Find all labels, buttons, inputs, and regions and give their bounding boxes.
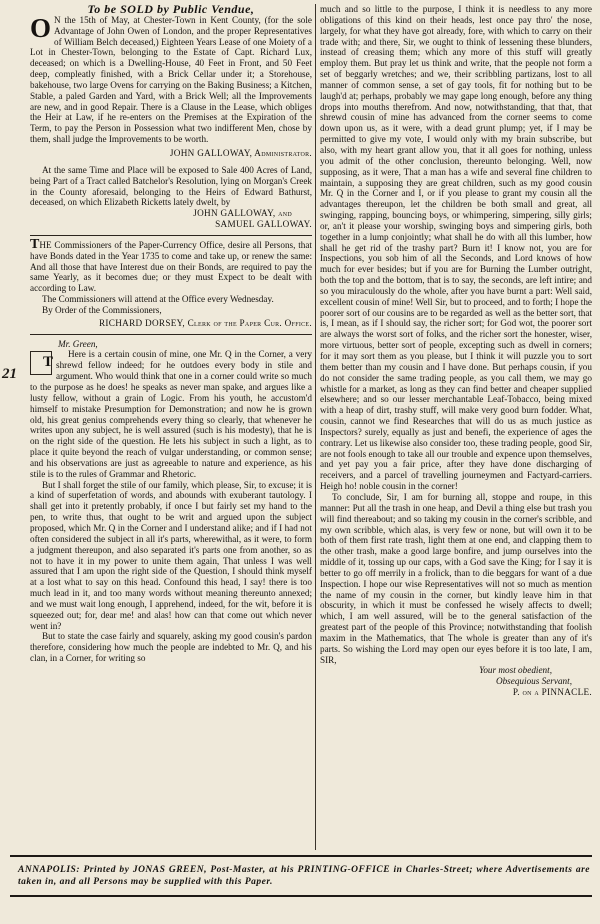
letter-continuation: much and so little to the purpose, I think it is needless to any more obligations of this kind on their heads, lest once pay thro' the nose, largely, for what they have got already, fore, with which to carry on their trade with; and there, Sir, we ought to think of lessening these blunders, instead of creasing them; which any more of this stuff will greatly employ them. But pray let us think and write, that the people not form a set of beggarly wretches; and we, their scribbling partizans, lost to all manner of common sense, a set of gay tools, fit for nothing but to be laugh'd at; perhaps, probably we may gape long enough, before any thing drops into mouths therefrom. And now, notwithstanding, that that, that shrewd cousin of mine has advanced from the corner seems to come down upon us, as it were, with a dead grunt plump; yet, if I may be permitted to give my vote, I would only with my brain subscribe, but also, with my heart grant allow you, that it all goes for nothing, unless you admit of the other conclusion, thereunto belonging. Well, now supposing, as it were, That a man has a wife and several fine children to maintain, a supposing they are great children, such as my good cousin Mr. Q in the Corner and I, or if you please to grant my cousin all the advantages thereupon, let the children be both small and great, all swinging, rapping, bouncing boys, or whimpering, simpering, silly girls; or, an't it please your worship, swinging boys and simpering girls, both together in a lump conjointly; what shall he do with all this lumber, how shall he get rid of the trashy part? Burn it! I know not, you are for Inspections, you sob him of all the Seconds, and Lord knows of how much for ever besides; but if you are for Burning the Lumber outright, both the top and the bottom, that is to say, the seconds, are left intire; and so you miraculously do the whole, after you have burnt a part: Well said, excellent cousin of mine! Well Sir, but to proceed, and to forth; I hope the poorer sort of our cousins are to be regarded as well as the better sort, that is, I mean, as if I should say, the richer sort; for God wot, the poorer sort are always the worst sort of folks, and the richer sort the honester, wiser, more virtuous, better sort of people, excepting such as dwell in corners; for it may sort them as you please, but I think it will puzzle you to sort them better than my cousin and I have done. But perhaps cousin, if you do not consider the same trading people, as you call them, we may go whistle for a market, as long as they can find better and cheaper supplied elsewhere; and so our lesser merchantable Leaf-Tobacco, being mixed with a heap of dirt, trashy stuff, will make very good burn fodder. What, cousin, cannot we find Researches that will do us as much justice as Inspectors? surely, equally as just and benefi, the experience of ages the contrary. Let us likewise also consider too, these trading people, good Sir, are not fools enough to take all our trouble and expence upon themselves, and yet pay you a fair price, after they have done discharging of receivers, and a parcel of travelling journeymen and Factyard-carriers. Heigh ho! noble cousin in the corner! — [320, 4, 592, 492]
footer-rule-bottom — [10, 895, 592, 897]
letter-paragraph-1 — [30, 349, 312, 479]
imprint — [18, 864, 590, 888]
letter-close-1: Your most obedient, — [479, 665, 552, 676]
sale-signature: JOHN GALLOWAY, Administrator. — [169, 147, 312, 158]
land-signature-2: SAMUEL GALLOWAY. — [215, 219, 312, 230]
letter-close-2: Obsequious Servant, — [495, 676, 572, 687]
imprint-text: ANNAPOLIS: Printed by JONAS GREEN, Post-Master, at his PRINTING-OFFICE in Charles-Street; where Advertisements are taken in, and all Persons may be supplied with this Paper. — [18, 865, 590, 887]
ornamental-initial: T — [30, 351, 52, 375]
section-divider-2 — [30, 334, 312, 335]
letter-signature: P. on a PINNACLE. — [512, 687, 592, 698]
letter-paragraph-2: But I shall forget the stile of our family, which please, Sir, to excuse; it is a kind of superfetation of words, and abounds with exuberant tautology. I shall get into it pretently probably, if once I but fairly set my hand to the pen, to write thus, that ought to be writ and argued upon the subject proposed, which Mr. Q in the Corner and I understand alike; and if I had not often considered the subject in all it's parts, wherewithal, as it were, to form a judgment thereupon, and also separated it's parts one from another, so as not to have it in my power to unite them again, That unless I was well assured that I am upon the right side of the Question, I should think myself at a lost what to say on this head. Confound this head, I say! there is too much lead in it, and too many words without meaning thereunto annexed; and we must wait long enough, I apprehend, indeed, for the wit, before it is squeezed out; for, dear me! and alas! how can that come out which never went in? — [30, 479, 312, 631]
section-divider — [30, 235, 312, 236]
notice-initial: T — [30, 236, 40, 252]
letter-conclusion: To conclude, Sir, I am for burning all, stoppe and roupe, in this manner: Put all the trash in one heap, and Devil a thing else but trash you will find thereabout; and so taking my cousin in the corner's scribble, and my own scribble, which alas, is very few or none, but will own it to be both of them first rate trash, light them at one end, and clapping them to the other trash, make a good large bonfire, and jump ourselves into the middle of it, tossing up our caps, with a God save the King; for I say it is better to go off merrily in a frolick, than to die beggars for want of a due Inspection. I hope our wise Representatives will not so much as mention the name of my cousin in the corner, but kindly leave him in that obscurity, in which it must be confessed he wisely affects to dwell; which, I am well assured, will be to the general satisfaction of the greatest part of the people of this Province; notwithstanding that foolish maxim in the Mathematics, that The whole is greater than any of it's parts. So wishing the Lord may open our eyes before it is too late, I am, SIR, — [320, 491, 592, 665]
sale-heading: To be SOLD by Public Vendue, — [87, 2, 255, 16]
drop-cap: O — [30, 12, 52, 43]
land-signature-1: JOHN GALLOWAY, and — [193, 208, 292, 219]
notice-office-hours: The Commissioners will attend at the Office every Wednesday. — [42, 294, 274, 305]
margin-mark: 21 — [2, 366, 17, 382]
column-rule — [315, 4, 316, 850]
notice-signature: RICHARD DORSEY, Clerk of the Paper Cur. Office. — [99, 317, 312, 328]
sale-advert — [30, 12, 312, 145]
notice-order: By Order of the Commissioners, — [42, 304, 162, 315]
letter-paragraph-3: But to state the case fairly and squarely, asking my good cousin's pardon therefore, considering how much the people are indebted to Mr. Q, and his clan, in a Corner, for writing so — [30, 631, 312, 664]
left-column — [30, 4, 312, 664]
right-column — [320, 4, 592, 698]
land-advert: At the same Time and Place will be exposed to Sale 400 Acres of Land, being Part of a Tract called Batchelor's Resolution, lying on Morgan's Creek in the County aforesaid, belonging to the Heirs of Edward Bathurst, deceased, on which Elizabeth Ricketts lately dwelt, by — [30, 164, 312, 208]
letter-salutation: Mr. Green, — [58, 338, 98, 349]
commissioners-notice — [30, 236, 312, 294]
footer-rule-top — [10, 855, 592, 857]
sale-advert-text: N the 15th of May, at Chester-Town in Kent County, (for the sole Advantage of John Owen of London, and the proper Representatives of William Belch deceased,) Eighteen Years Lease of one Moiety of a Lot in Chester-Town, belonging to the Estate of Capt. Richard Lux, deceased; on which is a Dwelling-House, 40 Feet in Front, and 50 Feet deep, compleatly finished, with a Brick Cellar under it; a Storehouse, bakehouse, two large Ovens for carrying on the Baking Business; a Kitchen, Stable, a paled Garden and Yard, with a Brick Well; all the Improvements are new, and in good Repair. There is a Clause in the Lease, which obliges the Heir at Law, if he re-enters on the Premises at the Expiration of the Term, to pay the Person in Possession what two indifferent Men, chose by them, shall judge the Improvements to be worth. — [30, 14, 312, 145]
notice-text: HE Commissioners of the Paper-Currency Office, desire all Persons, that have Bonds dated in the Year 1735 to come and take up, or renew the same: And all those that have Interest due on their Bonds, are required to pay the same Yearly, as it becomes due; or they must Expect to be dealt with according to Law. — [30, 239, 312, 294]
letter-paragraph-1-text: Here is a certain cousin of mine, one Mr. Q in the Corner, a very shrewd fellow indeed; for he outdoes every body in stile and argument. Who would think that one in a corner could write so much to the purpose as he does! he speaks as never man spake, and argues like a lusty fellow, without a grain of Logic. From his youth, he accustom'd himself to mistake Presumption for Demonstration; and now he is grown old, his great genius comprehends every thing so clearly, that whenever he writes upon any subject, he is well assured (such is his modesty), that he is on the right side of the question. He lets his subject in such a light, as to place it quite beyond the reach of vulgar understanding, or common sense; and his observations are just as agreeable to nature and experience, as his stile is to the rules of Grammar and Rhetoric. — [30, 349, 312, 479]
